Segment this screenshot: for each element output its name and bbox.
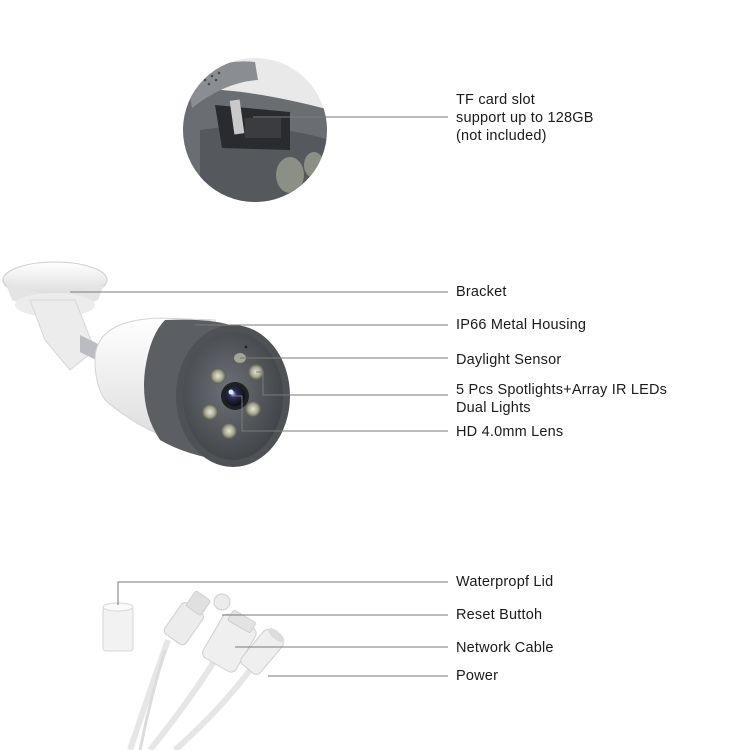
housing-label: IP66 Metal Housing <box>456 317 587 333</box>
tf-card-label-line2: support up to 128GB <box>456 110 594 126</box>
tf-card-label <box>456 91 594 145</box>
spotlights-label-line1: 5 Pcs Spotlights+Array IR LEDs <box>456 382 668 398</box>
waterproof-lid-label: Waterpropf Lid <box>456 574 554 590</box>
bullet-camera <box>3 262 448 467</box>
daylight-sensor-label: Daylight Sensor <box>456 352 562 368</box>
reset-button-label: Reset Buttoh <box>456 607 543 623</box>
cable-assembly <box>103 582 448 750</box>
power-label: Power <box>456 668 499 684</box>
bracket-label: Bracket <box>456 284 507 300</box>
network-cable-label: Network Cable <box>456 640 554 656</box>
tf-card-closeup <box>170 55 448 205</box>
tf-card-label-line3: (not included) <box>456 128 547 144</box>
lid-leader-line <box>118 582 448 605</box>
spotlights-label <box>456 381 667 417</box>
tf-card-label-line1: TF card slot <box>456 92 535 108</box>
spotlights-label-line2: Dual Lights <box>456 400 531 416</box>
lens-label: HD 4.0mm Lens <box>456 424 564 440</box>
